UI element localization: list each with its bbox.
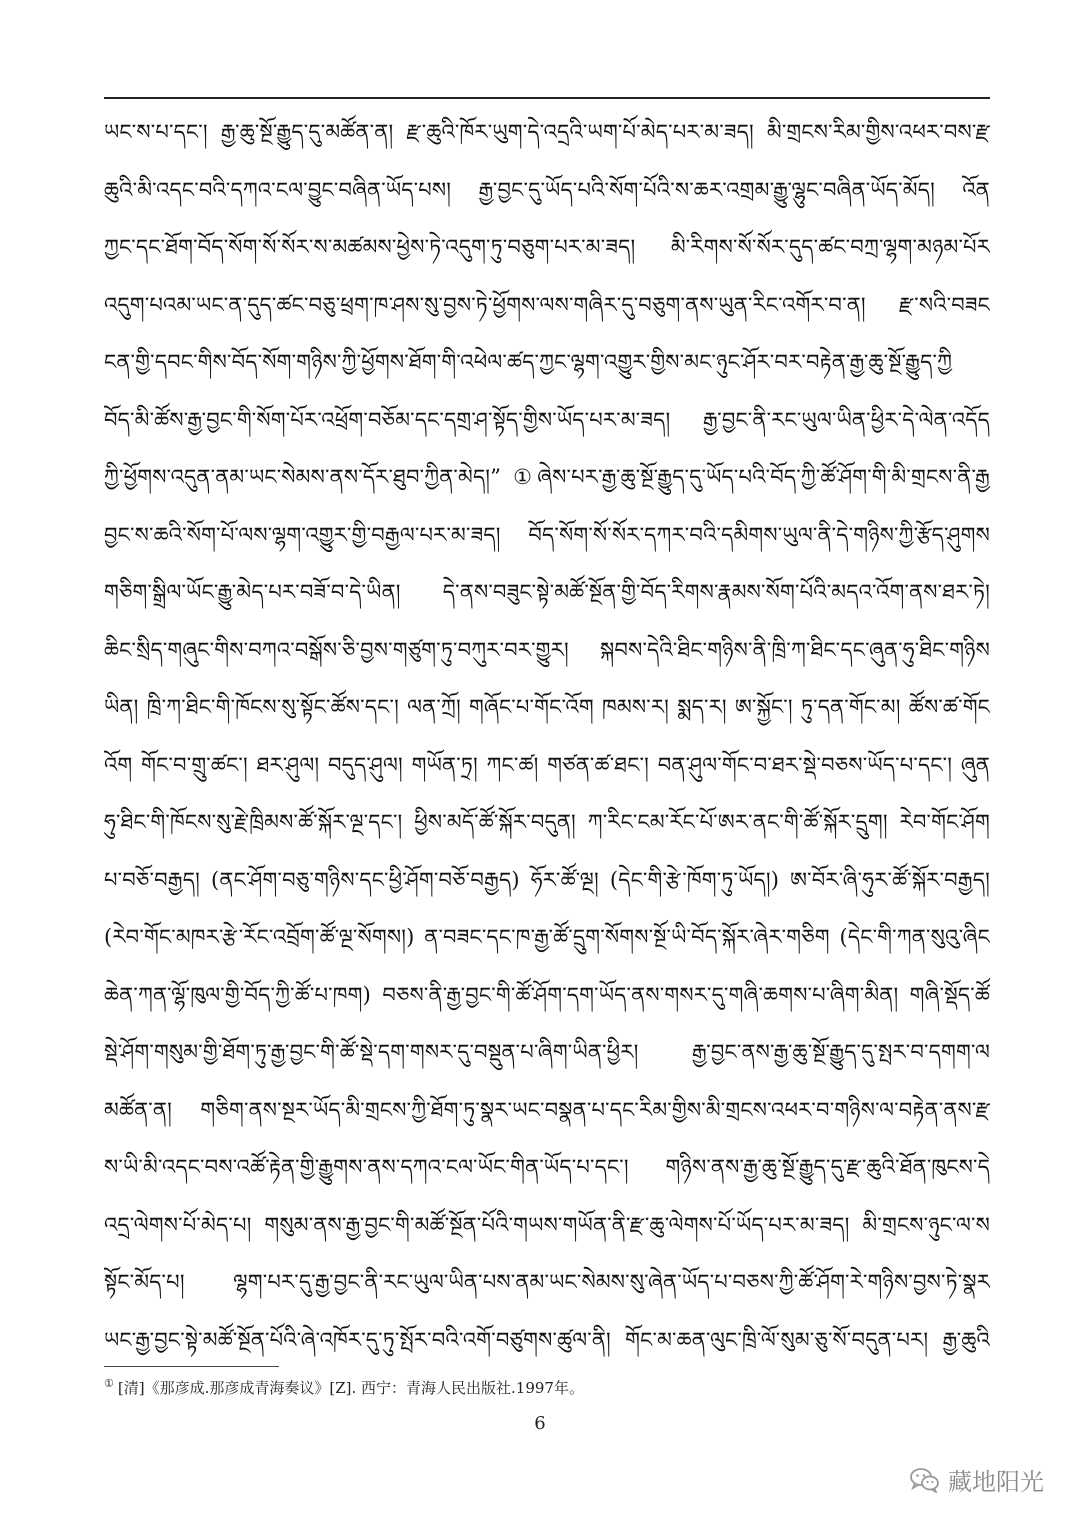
text-line: འོག གོང་བ་གྲུ་ཚང་། ཐར་ཤུལ། བདུད་ཤུལ། གཡོན་ཏྲ། ཀང་ཚ། གཙན་ཚ་ཐང་། བན་ཤུལ་གོང་བ་ཐར་སྡེ་བཅས་ཡོད་པ་དང་། ཞུན: [104, 752, 990, 777]
footnote-text: [清]《那彦成.那彦成青海奏议》[Z]. 西宁：青海人民出版社.1997年。: [117, 1379, 584, 1397]
text-line: མཚོན་ན། གཅིག་ནས་སྔར་ཡོད་མི་གྲངས་ཀྱི་ཐོག་ཏུ་སྣར་ཡང་བསྣན་པ་དང་རིམ་གྱིས་མི་གྲངས་འཕར་བ་གཉིས་ལ་བརྟེན་ནས་རྫ: [104, 1097, 990, 1122]
wechat-icon: [910, 1467, 940, 1493]
footnote-rule: [104, 1366, 279, 1367]
text-line: འདྲ་ལེགས་པོ་མེད་པ། གསུམ་ནས་རྒྱ་བྱང་གི་མཚོ་སྔོན་པོའི་གཡས་གཡོན་ནི་རྫ་ཆུ་ལེགས་པོ་ཡོད་པར་མ་ཟད། མི་གྲངས་ཉུང་ལ་ས: [104, 1212, 990, 1237]
text-line: པ་བཅོ་བརྒྱད། (ནང་ཤོག་བཅུ་གཉིས་དང་ཕྱི་ཤོག་བཅོ་བརྒྱད) ཧོར་ཚོ་ལྔ། (དེང་གི་རྩེ་ཁོག་ཏུ་ཡོད།) ཨ་བོར་ཞི་ཧུར་ཚོ་སྐོར་བརྒྱད།: [104, 867, 990, 892]
watermark-text: 藏地阳光: [948, 1468, 1044, 1496]
text-line: ཡིན། ཁྲི་ཀ་ཐིང་གི་ཁོངས་སུ་སྟོང་ཚོས་དང་། ལན་ཀྲོ། གཞོང་པ་གོང་འོག ཁམས་ར། སྨད་ར། ཨ་སྐྱོང་། ཏུ་དན་གོང་མ། ཚོས་ཚ་གོང: [104, 695, 990, 719]
footnote-marker: ①: [104, 1377, 114, 1390]
text-line: ས་ཡི་མི་འདང་བས་འཚོ་རྟེན་གྱི་རྒྱུགས་ནས་དཀའ་ངལ་ཡོང་གིན་ཡོད་པ་དང་། གཉིས་ནས་རྒྱ་ཆུ་སྔོ་རྒྱུད་དུ་རྫ་ཆུའི་ཐོན་ཁུངས་དེ: [104, 1155, 990, 1179]
header-rule: [104, 97, 990, 99]
text-line: སྡེ་ཤོག་གསུམ་གྱི་ཐོག་ཏུ་རྒྱ་བྱང་གི་ཚོ་སྡེ་དག་གསར་དུ་བསྡུན་པ་ཞིག་ཡིན་ཕྱིར། རྒྱ་བྱང་ནས་རྒྱ་ཆུ་སྔོ་རྒྱུད་དུ་སྤར་བ་དགག་ལ: [104, 1040, 990, 1064]
text-line: ཀྱི་ཕྱོགས་འདུན་ནམ་ཡང་སེམས་ནས་དོར་ཐུབ་ཀྱིན་མེད།” ①ཞེས་པར་རྒྱ་ཆུ་སྔོ་རྒྱུད་དུ་ཡོད་པའི་བོད་ཀྱི་ཚོ་ཤོག་གི་མི་གྲངས་ནི་རྒྱ: [104, 465, 990, 489]
text-line: སྟོང་མོད་པ། ལྷག་པར་དུ་རྒྱ་བྱང་ནི་རང་ཡུལ་ཡིན་པས་ནམ་ཡང་སེམས་སུ་ཞེན་ཡོད་པ་བཅས་ཀྱི་ཚོ་ཤོག་རེ་གཉིས་བྱས་ཏེ་སྣར: [104, 1270, 990, 1294]
text-line: ཀྱང་དང་ཐོག་བོད་སོག་སོ་སོར་ས་མཚམས་ཕྱེས་ཏེ་འདུག་ཏུ་བཅུག་པར་མ་ཟད། མི་རིགས་སོ་སོར་དུད་ཚང་བཀྲ་ལྷག་མཉམ་པོར: [104, 235, 990, 259]
text-line: ངན་གྱི་དབང་གིས་བོད་སོག་གཉིས་ཀྱི་ཕྱོགས་ཐོག་གི་འཕེལ་ཚད་ཀྱང་ལྷག་འགྱུར་གྱིས་མང་ཉུང་ཤོར་བར་བརྟེན་རྒྱ་ཆུ་སྔོ་རྒྱུད་ཀྱི: [104, 350, 953, 374]
text-line: བྱང་ས་ཆའི་སོག་པོ་ལས་ལྷག་འགྱུར་གྱི་བརྒྱལ་པར་མ་ཟད། བོད་སོག་སོ་སོར་དཀར་བའི་དམིགས་ཡུལ་ནི་དེ་གཉིས་ཀྱི་རྩོད་ཤུགས: [104, 522, 990, 547]
footnote: [104, 1377, 584, 1398]
text-line: ཡང་རྒྱ་བྱང་སྟེ་མཚོ་སྔོན་པོའི་ཞེ་འཁོར་དུ་ཏུ་སྤོར་བའི་འགོ་བཙུགས་ཚུལ་ནི། གོང་མ་ཆན་ལུང་ཁྲི་ལོ་སུམ་ཅུ་སོ་བདུན་པར། རྒྱ་ཆུའི: [104, 1327, 990, 1352]
text-line: གཅིག་སྒྲིལ་ཡོང་རྒྱུ་མེད་པར་བཟོ་བ་དེ་ཡིན། དེ་ནས་བཟུང་སྟེ་མཚོ་སྔོན་གྱི་བོད་རིགས་རྣམས་སོག་པོའི་མདའ་འོག་ནས་ཐར་ཏེ།: [104, 580, 990, 604]
text-line: ཆིང་སྲིད་གཞུང་གིས་བཀའ་བསྒོས་ཅི་བྱས་གཙུག་ཏུ་བཀུར་བར་གྱུར། སྐབས་དེའི་ཐིང་གཉིས་ནི་ཁྲི་ཀ་ཐིང་དང་ཞུན་ཧུ་ཐིང་གཉིས: [104, 637, 990, 662]
page-number: 6: [534, 1413, 546, 1434]
text-line: ཡང་ས་པ་དང་། རྒྱ་ཆུ་སྔོ་རྒྱུད་དུ་མཚོན་ན། རྫ་ཆུའི་ཁོར་ཡུག་དེ་འདྲའི་ཡག་པོ་མེད་པར་མ་ཟད། མི་གྲངས་རིམ་གྱིས་འཕར་བས་རྫ: [104, 120, 990, 144]
watermark: [910, 1462, 1044, 1497]
body-text: [104, 110, 990, 1375]
text-line: འདུག་པའམ་ཡང་ན་དུད་ཚང་བཅུ་ཕྲག་ཁ་ཤས་སུ་བྱས་ཏེ་ཕྱོགས་ལས་གཞིར་དུ་བཅུག་ནས་ཡུན་རིང་འགོར་བ་ན། རྫ་སའི་བཟང: [104, 292, 990, 317]
text-line: ཆེན་ཀན་ལྷོ་ཁུལ་གྱི་བོད་ཀྱི་ཚོ་པ་ཁག) བཅས་ནི་རྒྱ་བྱང་གི་ཚོ་ཤོག་དག་ཡོད་ནས་གསར་དུ་གཞི་ཆགས་པ་ཞིག་མིན། གཞི་སྡོད་ཚོ: [104, 982, 990, 1007]
text-line: (རེབ་གོང་མཁར་རྩེ་རོང་འབྲོག་ཚོ་ལྔ་སོགས།) ན་བཟང་དང་ཁ་རྒྱ་ཚོ་དྲུག་སོགས་སྔོ་ཡི་བོད་སྐོར་ཞེར་གཅིག (དེང་གི་ཀན་སུའུ་ཞིང: [104, 925, 990, 949]
text-line: ཧུ་ཐིང་གི་ཁོངས་སུ་རྗེ་ཁྲིམས་ཚོ་སྐོར་ལྔ་དང་། ཕྱིས་མདོ་ཚོ་སྐོར་བདུན། ཀ་རིང་ངམ་རོང་པོ་ཨར་ནང་གི་ཚོ་སྐོར་དྲུག། རེབ་གོང་ཤོག: [104, 810, 990, 834]
text-line: བོད་མི་ཚོས་རྒྱ་བྱང་གི་སོག་པོར་འཕྲོག་བཅོམ་དང་དགྲ་ཤ་སྟོད་གྱིས་ཡོད་པར་མ་ཟད། རྒྱ་བྱང་ནི་རང་ཡུལ་ཡིན་ཕྱིར་དེ་ལེན་འདོད: [104, 407, 990, 432]
text-line: ཆུའི་མི་འདང་བའི་དཀའ་ངལ་བྱུང་བཞིན་ཡོད་པས། རྒྱ་བྱང་དུ་ཡོད་པའི་སོག་པོའི་ས་ཆར་འགྲམ་རྒྱུ་ལྷུང་བཞིན་ཡོད་མོད། འོན: [104, 177, 990, 202]
